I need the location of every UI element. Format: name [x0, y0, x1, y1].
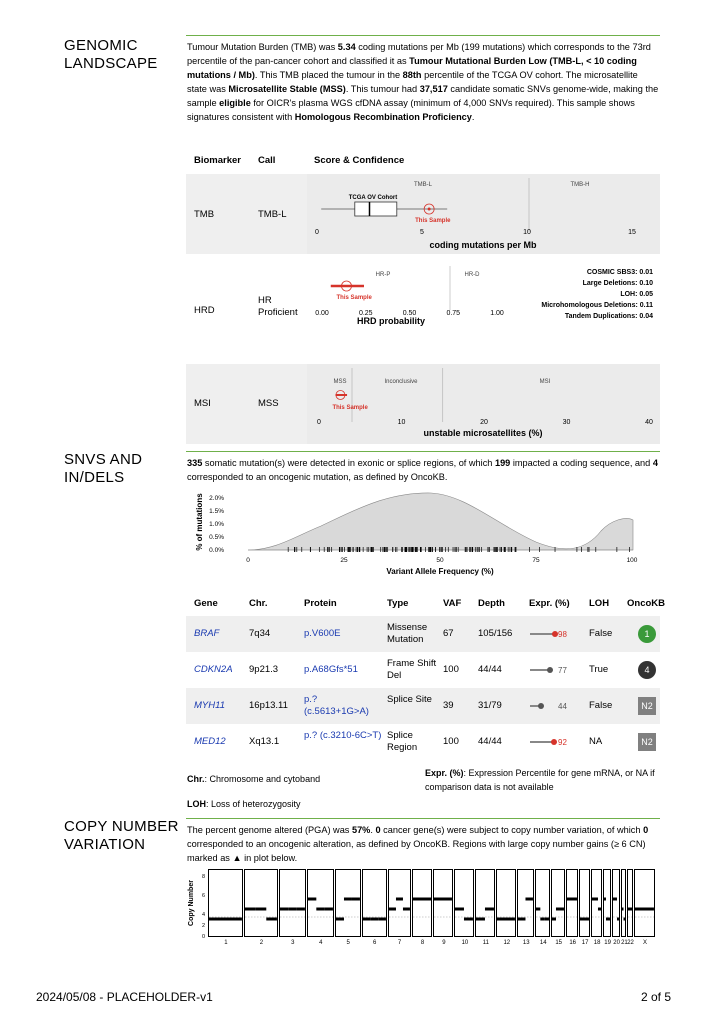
tmb-call: TMB-L	[258, 209, 287, 220]
snvs-title: SNVS AND IN/DELS	[64, 451, 143, 486]
tmb-plot	[307, 174, 660, 254]
oncokb-badge: N2	[638, 697, 656, 715]
hrd-call: HR Proficient	[258, 295, 298, 318]
chr-cell: 16p13.11	[249, 700, 288, 711]
col-vaf: VAF	[443, 598, 462, 609]
chromosome-panel	[612, 869, 620, 937]
axis-tick: 0.50	[402, 310, 417, 317]
legend-expr: Expr. (%): Expression Percentile for gene mRNA, or NA if comparison data is not available	[425, 768, 655, 792]
cn-segment	[552, 918, 556, 921]
section-rule	[186, 35, 660, 36]
cn-segment	[434, 898, 452, 901]
chromosome-panel	[454, 869, 474, 937]
cn-segment	[526, 898, 533, 901]
hrd-xlabel: HRD probability	[356, 316, 426, 326]
vaf-ytick: 0.5%	[209, 534, 224, 541]
cnv-ytick: 0	[201, 934, 205, 940]
gene-link[interactable]: MYH11	[194, 700, 225, 711]
legend-loh: LOH: Loss of heterozygosity	[187, 799, 301, 809]
vaf-plot	[186, 486, 660, 578]
chr-cell: Xq13.1	[249, 736, 280, 747]
loh-cell: False	[589, 628, 613, 639]
cn-segment	[396, 898, 403, 901]
chromosome-label: 11	[482, 940, 489, 946]
col-gene: Gene	[194, 598, 218, 609]
section-rule	[186, 818, 660, 819]
chromosome-label: 10	[461, 940, 469, 946]
cn-segment	[209, 918, 242, 921]
cnv-summary: The percent genome altered (PGA) was 57%. 0 cancer gene(s) were subject to copy number variation, of which 0 corresponded to an oncogenic alteration, as defined by OncoKB. Regions with large copy number gains (≥ 6 CN) marked as ▲ in plot below.	[187, 825, 649, 863]
cn-segment	[497, 918, 515, 921]
chromosome-label: 20	[613, 940, 620, 946]
cn-segment	[280, 908, 288, 911]
chromosome-label: 12	[503, 940, 511, 946]
msi-sample-label: This Sample	[332, 405, 368, 411]
chromosome-panel	[244, 869, 278, 937]
cn-segment	[324, 908, 332, 911]
vaf-xtick: 75	[532, 557, 540, 564]
cnv-ytick: 2	[201, 923, 205, 929]
cn-segment	[606, 918, 608, 921]
cnv-ylabel: Copy Number	[188, 880, 195, 926]
cn-segment	[378, 918, 386, 921]
msi-region-high: MSI	[539, 379, 551, 385]
chromosome-panel	[579, 869, 590, 937]
chromosome-panel	[335, 869, 361, 937]
expr-value: 77	[558, 666, 567, 675]
type-cell: Splice Region	[387, 730, 418, 753]
chromosome-label: 13	[522, 940, 530, 946]
chromosome-panel	[535, 869, 550, 937]
vaf-xtick: 0	[246, 557, 250, 564]
col-type: Type	[387, 598, 409, 609]
sig-sbs3: COSMIC SBS3: 0.01	[586, 269, 653, 276]
cn-segment	[598, 908, 601, 911]
depth-cell: 44/44	[478, 664, 502, 675]
chromosome-panel	[603, 869, 611, 937]
msi-call: MSS	[258, 398, 279, 409]
chromosome-label: 3	[291, 940, 295, 946]
chromosome-label: 18	[593, 940, 601, 946]
gene-link[interactable]: BRAF	[194, 628, 220, 639]
cn-segment	[608, 918, 610, 921]
protein-link[interactable]: p.V600E	[304, 628, 341, 639]
loh-cell: NA	[589, 736, 603, 747]
chromosome-panel	[591, 869, 602, 937]
chromosome-label: 17	[581, 940, 589, 946]
vaf-xlabel: Variant Allele Frequency (%)	[386, 567, 494, 576]
axis-tick: 1.00	[490, 310, 504, 317]
expr-dot	[547, 667, 553, 673]
cn-segment	[635, 908, 654, 911]
col-loh: LOH	[589, 598, 610, 609]
chromosome-label: X	[643, 940, 648, 946]
axis-tick: 0.75	[446, 310, 461, 317]
expr-dot	[551, 739, 557, 745]
chromosome-panel	[307, 869, 334, 937]
chromosome-panel	[412, 869, 433, 937]
axis-tick: 10	[397, 419, 406, 426]
vaf-ytick: 1.5%	[209, 508, 224, 515]
msi-xlabel: unstable microsatellites (%)	[423, 428, 543, 438]
protein-link[interactable]: p.? (c.5613+1G>A)	[304, 694, 369, 717]
oncokb-badge: N2	[638, 733, 656, 751]
axis-tick: 0	[317, 419, 321, 426]
hrd-chart	[307, 262, 660, 330]
hrd-region-low: HR-P	[375, 272, 391, 278]
chr-cell: 9p21.3	[249, 664, 279, 675]
msi-biomarker: MSI	[194, 398, 211, 409]
tmb-biomarker: TMB	[194, 209, 215, 220]
cn-segment	[316, 908, 324, 911]
axis-tick: 40	[645, 419, 653, 426]
cnv-ytick: 4	[201, 912, 205, 918]
header-biomarker: Biomarker	[194, 155, 241, 166]
cn-segment	[567, 898, 577, 901]
sig-tandem-dup: Tandem Duplications: 0.04	[564, 313, 653, 320]
vaf-ytick: 0.0%	[209, 547, 224, 554]
chromosome-panel	[433, 869, 453, 937]
cn-segment	[245, 908, 256, 911]
loh-cell: False	[589, 700, 613, 711]
cn-segment	[363, 918, 371, 921]
cn-segment	[344, 898, 352, 901]
cnv-ytick: 8	[201, 874, 205, 880]
legend-chr: Chr.: Chromosome and cytoband	[187, 774, 321, 784]
cn-segment	[536, 908, 540, 911]
msi-ticks	[317, 419, 653, 426]
depth-cell: 44/44	[478, 736, 502, 747]
cn-segment	[560, 908, 564, 911]
cnv-title: COPY NUMBER VARIATION	[64, 818, 179, 853]
chromosome-label: 19	[604, 940, 611, 946]
cn-segment	[556, 908, 560, 911]
cn-segment	[613, 898, 615, 901]
depth-cell: 105/156	[478, 628, 513, 639]
cn-segment	[389, 908, 396, 911]
axis-tick: 30	[562, 419, 571, 426]
cn-segment	[403, 908, 410, 911]
cn-segment	[592, 898, 595, 901]
footer-date-version: 2024/05/08 - PLACEHOLDER-v1	[36, 990, 213, 1004]
tmb-region-high: TMB-H	[570, 182, 590, 188]
chromosome-panel	[208, 869, 243, 937]
chromosome-label: 4	[319, 940, 323, 946]
tmb-xlabel: coding mutations per Mb	[429, 240, 537, 250]
hrd-sample-label: This Sample	[336, 295, 372, 301]
oncokb-badge: 1	[638, 625, 656, 643]
cnv-ytick: 6	[201, 893, 205, 899]
chr-cell: 7q34	[249, 628, 271, 639]
protein-link[interactable]: p.A68Gfs*51	[304, 664, 358, 675]
header-call: Call	[258, 155, 276, 166]
sig-large-deletions: Large Deletions: 0.10	[582, 280, 653, 287]
type-cell: Missense Mutation	[387, 622, 428, 645]
col-chr: Chr.	[249, 598, 268, 609]
vaf-chart	[186, 486, 660, 578]
chromosome-label: 22	[627, 940, 634, 946]
vaf-ytick: 1.0%	[209, 521, 224, 528]
vaf-cell: 39	[443, 700, 454, 711]
chromosome-panel	[362, 869, 387, 937]
cn-segment	[476, 918, 485, 921]
col-depth: Depth	[478, 598, 505, 609]
msi-region-low: MSS	[333, 379, 347, 385]
tmb-cohort-label: TCGA OV Cohort	[348, 195, 398, 201]
expr-value: 92	[558, 738, 567, 747]
chromosome-label: 2	[259, 940, 264, 946]
vaf-xtick: 100	[626, 557, 638, 564]
axis-tick: 0.00	[315, 310, 329, 317]
cn-segment	[266, 918, 277, 921]
footer-page-number: 2 of 5	[641, 990, 672, 1004]
cn-segment	[624, 918, 626, 921]
vaf-cell: 67	[443, 628, 454, 639]
tmb-sample-point	[428, 208, 431, 211]
col-expr: Expr. (%)	[529, 598, 570, 609]
chromosome-label: 8	[420, 940, 425, 946]
vaf-xtick: 50	[436, 557, 444, 564]
chromosome-panel	[279, 869, 306, 937]
chromosome-label: 9	[442, 940, 446, 946]
cn-segment	[518, 918, 525, 921]
protein-link[interactable]: p.? (c.3210-6C>T)	[304, 730, 382, 741]
genomic-landscape-title: GENOMIC LANDSCAPE	[64, 37, 158, 72]
chromosome-label: 15	[555, 940, 563, 946]
col-protein: Protein	[304, 598, 337, 609]
chromosome-panel	[627, 869, 633, 937]
chromosome-panel	[566, 869, 578, 937]
type-cell: Frame Shift Del	[387, 658, 437, 681]
cn-segment	[617, 918, 619, 921]
cn-segment	[604, 898, 606, 901]
chromosome-label: 21	[621, 940, 628, 946]
cn-segment	[352, 898, 360, 901]
msi-region-mid: Inconclusive	[384, 379, 418, 385]
msi-chart	[307, 364, 660, 444]
cn-segment	[464, 918, 473, 921]
vaf-density	[248, 493, 633, 550]
section-rule	[186, 451, 660, 452]
cn-segment	[545, 918, 549, 921]
cn-segment	[288, 908, 296, 911]
chromosome-panel	[551, 869, 565, 937]
cn-segment	[580, 918, 589, 921]
vaf-ylabel: % of mutations	[195, 493, 204, 551]
chromosome-label: 1	[224, 940, 228, 946]
vaf-ytick: 2.0%	[209, 495, 224, 502]
gene-link[interactable]: MED12	[194, 736, 226, 747]
header-score: Score & Confidence	[314, 155, 405, 166]
chromosome-panel	[388, 869, 411, 937]
cn-segment	[628, 908, 632, 911]
msi-plot	[307, 364, 660, 444]
chromosome-label: 5	[346, 940, 350, 946]
cn-segment	[308, 898, 316, 901]
chromosome-label: 14	[539, 940, 547, 946]
sig-microhomologous: Microhomologous Deletions: 0.11	[541, 302, 653, 309]
hrd-biomarker: HRD	[194, 305, 215, 316]
axis-tick: 10	[523, 229, 531, 236]
chromosome-panel	[496, 869, 516, 937]
snvs-summary: 335 somatic mutation(s) were detected in exonic or splice regions, of which 199 impacted a coding sequence, and 4 corresponded to an oncogenic mutation, as defined by OncoKB.	[187, 458, 658, 482]
vaf-xtick: 25	[340, 557, 348, 564]
tmb-region-low: TMB-L	[414, 182, 432, 188]
oncokb-badge: 4	[638, 661, 656, 679]
chromosome-label: 7	[397, 940, 402, 946]
cn-segment	[413, 898, 432, 901]
chromosome-panel	[634, 869, 655, 937]
cn-segment	[622, 908, 624, 911]
vaf-cell: 100	[443, 664, 459, 675]
cn-segment	[541, 918, 545, 921]
cn-segment	[336, 918, 344, 921]
genomic-summary: Tumour Mutation Burden (TMB) was 5.34 coding mutations per Mb (199 mutations) which corresponds to the 73rd percentile of the pan-cancer cohort and classified it as Tumour Mutational Burden Low (TMB-L, < 10 coding mutations / Mb). This TMB placed the tumour in the 88th percentile of the TCGA OV cohort. The microsatellite state was Microsatellite Stable (MSS). This tumour had 37,517 candidate somatic SNVs genome-wide, making the sample eligible for OICR's plasma WGS cfDNA assay (minimum of 4,000 SNVs required). This sample shows signatures consistent with Homologous Recombination Proficiency.	[187, 42, 659, 122]
cnv-yaxis	[186, 865, 206, 940]
gene-link[interactable]: CDKN2A	[194, 664, 233, 675]
chromosome-panel	[621, 869, 626, 937]
cn-segment	[296, 908, 304, 911]
axis-tick: 20	[480, 419, 488, 426]
chromosome-label: 6	[372, 940, 377, 946]
hrd-plot	[307, 262, 660, 330]
axis-tick: 15	[628, 229, 636, 236]
expr-value: 44	[558, 702, 567, 711]
axis-tick: 0.25	[358, 310, 373, 317]
type-cell: Splice Site	[387, 694, 432, 705]
expr-value: 98	[558, 630, 567, 639]
cn-segment	[485, 908, 494, 911]
cn-segment	[595, 898, 598, 901]
axis-tick: 0	[315, 229, 319, 236]
col-oncokb: OncoKB	[627, 598, 665, 609]
cn-segment	[455, 908, 464, 911]
sig-loh: LOH: 0.05	[620, 291, 653, 298]
hrd-region-high: HR-D	[464, 272, 480, 278]
cn-segment	[256, 908, 267, 911]
chromosome-label: 16	[569, 940, 577, 946]
vaf-cell: 100	[443, 736, 459, 747]
cn-segment	[615, 898, 617, 901]
chromosome-panel	[475, 869, 495, 937]
loh-cell: True	[589, 664, 609, 675]
chromosome-panel	[517, 869, 534, 937]
tmb-sample-label: This Sample	[415, 218, 451, 224]
tmb-ticks	[315, 229, 636, 236]
axis-tick: 5	[420, 229, 424, 236]
tmb-chart	[307, 174, 660, 254]
cn-segment	[370, 918, 378, 921]
tmb-box	[355, 202, 397, 216]
depth-cell: 31/79	[478, 700, 502, 711]
